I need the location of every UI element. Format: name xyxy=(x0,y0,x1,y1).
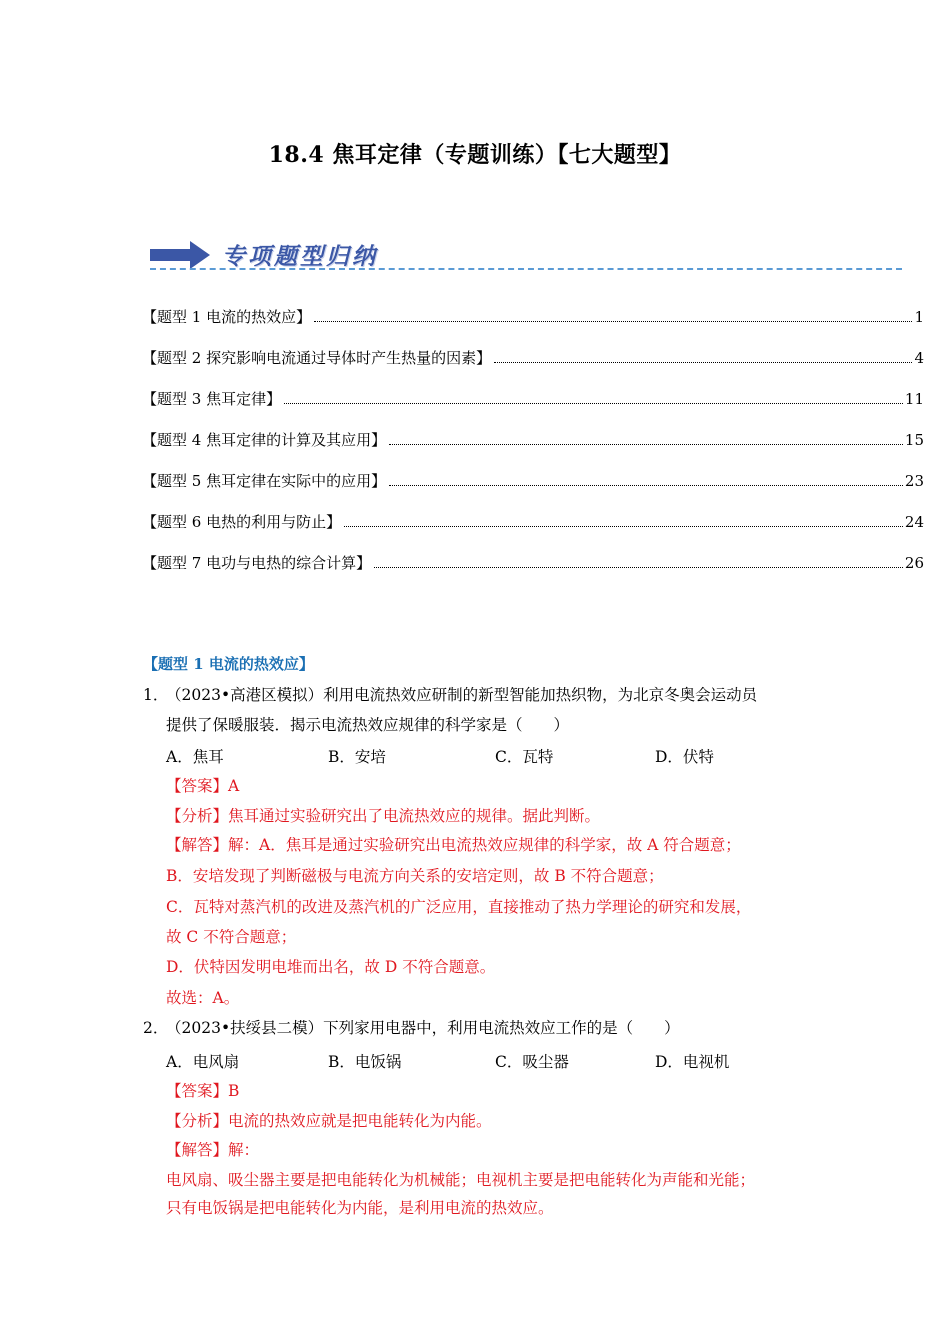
toc-leader xyxy=(344,525,903,527)
toc-leader xyxy=(389,443,903,445)
toc-item-page: 24 xyxy=(904,513,924,531)
toc-item[interactable] xyxy=(142,347,924,388)
option-d: D．伏特 xyxy=(655,748,714,766)
toc-item-label: 【题型 4 焦耳定律的计算及其应用】 xyxy=(142,431,387,449)
page-title: 18.4 焦耳定律（专题训练）【七大题型】 xyxy=(268,142,682,168)
question-text: （2023•扶绥县二模）下列家用电器中，利用电流热效应工作的是（ ） xyxy=(166,1019,680,1037)
toc-item-page: 23 xyxy=(904,472,924,490)
section-banner xyxy=(150,236,902,276)
toc-leader xyxy=(389,484,903,486)
toc-leader xyxy=(284,402,903,404)
toc-item[interactable] xyxy=(142,388,924,429)
toc-item-label: 【题型 2 探究影响电流通过导体时产生热量的因素】 xyxy=(142,349,492,367)
question-number: 2． xyxy=(143,1019,169,1037)
option-a: A．电风扇 xyxy=(166,1053,240,1071)
toc-item[interactable] xyxy=(142,306,924,347)
section-heading: 【题型 1 电流的热效应】 xyxy=(143,655,314,673)
option-d: D．电视机 xyxy=(655,1053,730,1071)
solution-line: C．瓦特对蒸汽机的改进及蒸汽机的广泛应用，直接推动了热力学理论的研究和发展， xyxy=(166,898,752,916)
toc-item[interactable] xyxy=(142,552,924,593)
toc-item-page: 15 xyxy=(904,431,924,449)
toc-item-label: 【题型 1 电流的热效应】 xyxy=(142,308,312,326)
solution-line: 【解答】解：A．焦耳是通过实验研究出电流热效应规律的科学家，故 A 符合题意； xyxy=(166,836,741,854)
toc-item-label: 【题型 6 电热的利用与防止】 xyxy=(142,513,342,531)
arrow-right-icon xyxy=(150,240,212,270)
solution-line: 只有电饭锅是把电能转化为内能，是利用电流的热效应。 xyxy=(166,1199,554,1217)
option-c: C．瓦特 xyxy=(495,748,554,766)
toc-item-page: 11 xyxy=(904,390,924,408)
banner-title: 专项题型归纳 xyxy=(222,243,378,270)
option-a: A．焦耳 xyxy=(166,748,224,766)
option-b: B．安培 xyxy=(328,748,386,766)
toc-item-label: 【题型 7 电功与电热的综合计算】 xyxy=(142,554,372,572)
toc-item[interactable] xyxy=(142,511,924,552)
solution-head: 【解答】解： xyxy=(166,1141,260,1159)
answer: 【答案】B xyxy=(166,1082,240,1100)
solution-line: D．伏特因发明电堆而出名，故 D 不符合题意。 xyxy=(166,958,496,976)
question-text: 提供了保暖服装．揭示电流热效应规律的科学家是（ ） xyxy=(166,716,570,734)
analysis: 【分析】电流的热效应就是把电能转化为内能。 xyxy=(166,1112,492,1130)
table-of-contents xyxy=(142,306,924,593)
question-number: 1． xyxy=(143,686,169,704)
toc-item[interactable] xyxy=(142,429,924,470)
banner-divider xyxy=(150,268,902,270)
solution-line: 故 C 不符合题意； xyxy=(166,928,297,946)
toc-leader xyxy=(314,320,912,322)
analysis: 【分析】焦耳通过实验研究出了电流热效应的规律。据此判断。 xyxy=(166,807,601,825)
option-c: C．吸尘器 xyxy=(495,1053,569,1071)
toc-item-page: 4 xyxy=(914,349,924,367)
toc-item[interactable] xyxy=(142,470,924,511)
solution-line: 电风扇、吸尘器主要是把电能转化为机械能；电视机主要是把电能转化为声能和光能； xyxy=(166,1171,756,1189)
toc-item-label: 【题型 3 焦耳定律】 xyxy=(142,390,282,408)
option-b: B．电饭锅 xyxy=(328,1053,402,1071)
question-text: （2023•高港区模拟）利用电流热效应研制的新型智能加热织物，为北京冬奥会运动员 xyxy=(166,686,758,704)
toc-item-page: 1 xyxy=(914,308,924,326)
toc-leader xyxy=(494,361,912,363)
choice: 故选：A。 xyxy=(166,989,240,1007)
toc-leader xyxy=(374,566,903,568)
toc-item-label: 【题型 5 焦耳定律在实际中的应用】 xyxy=(142,472,387,490)
answer: 【答案】A xyxy=(166,777,240,795)
solution-line: B．安培发现了判断磁极与电流方向关系的安培定则，故 B 不符合题意； xyxy=(166,867,664,885)
toc-item-page: 26 xyxy=(904,554,924,572)
